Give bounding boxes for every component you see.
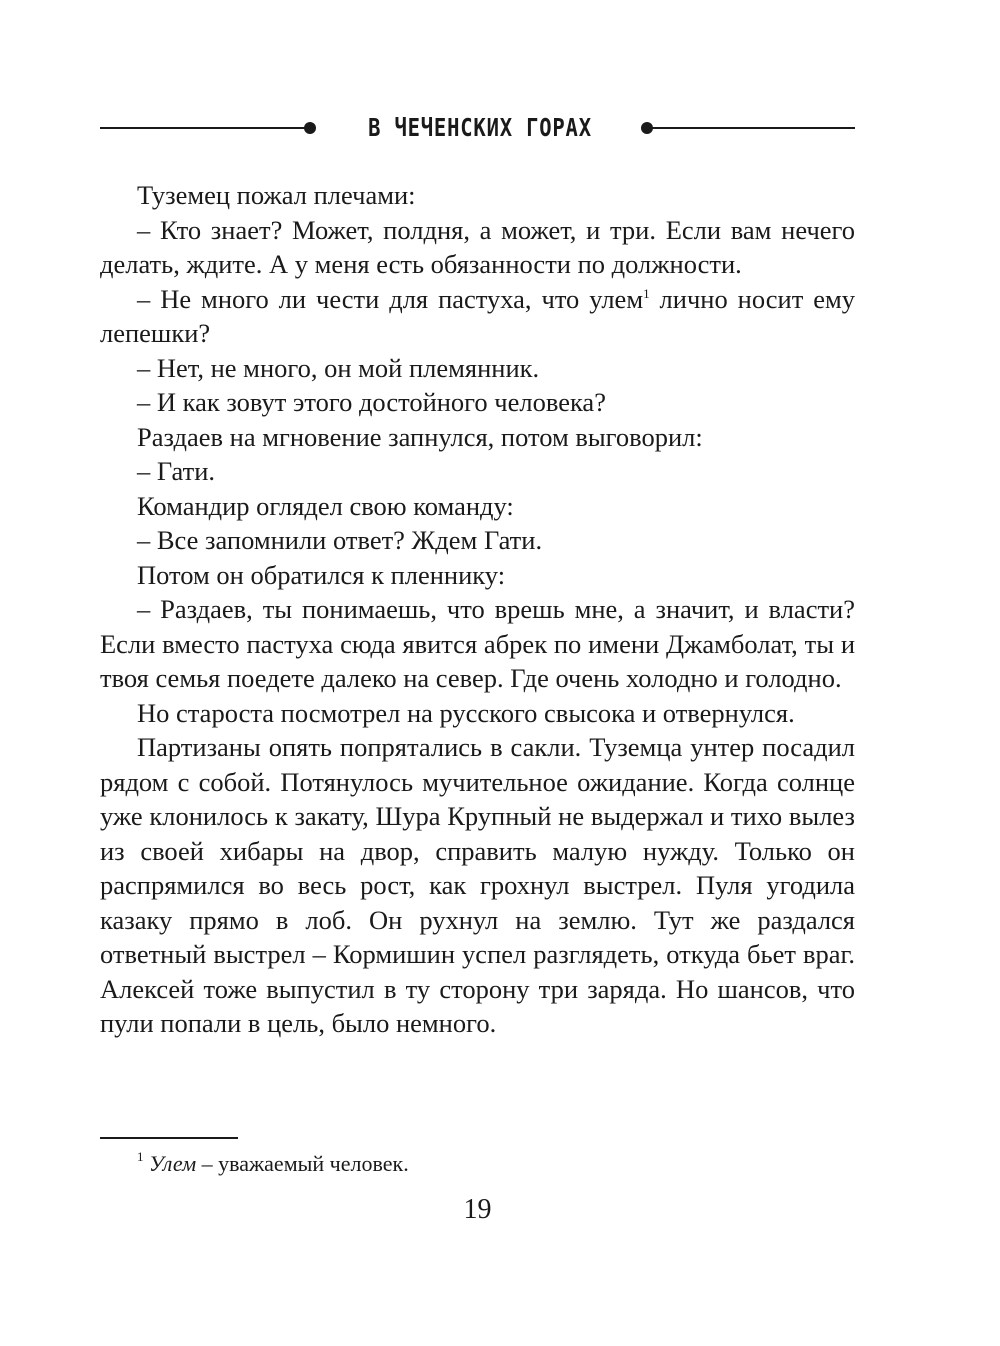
paragraph-3-rest: лично носит ему лепешки? (100, 283, 856, 348)
paragraph-5: – И как зовут этого достойного человека? (137, 387, 606, 417)
paragraph-10: Потом он обратился к пленнику: (137, 559, 506, 590)
header-title: В ЧЕЧЕНСКИХ ГОРАХ (368, 113, 592, 142)
footnote-definition: – уважаемый человек. (201, 1151, 409, 1176)
header-bullet-left (304, 122, 316, 134)
body-text (100, 178, 855, 1041)
footnote-marker: 1 (137, 1149, 144, 1164)
paragraph-8: Командир оглядел свою команду: (137, 490, 514, 521)
header-rule-right (648, 127, 855, 129)
footnote-term: Улем (149, 1151, 197, 1176)
paragraph-2: – Кто знает? Может, полдня, а может, и три. Если вам нечего делать, ждите. А у меня есть обязанности по должности. (100, 214, 855, 279)
paragraph-11: – Раздаев, ты понимаешь, что врешь мне, а значит, и власти? Если вместо пастуха сюда явится абрек по имени Джамболат, ты и твоя семья поедете далеко на север. Где очень холодно и голодно. (100, 594, 855, 693)
footnote-reference: 1 (643, 285, 650, 301)
paragraph-4: – Нет, не много, он мой племянник. (137, 352, 540, 383)
paragraph-1: Туземец пожал плечами: (137, 180, 416, 210)
paragraph-9: – Все запомнили ответ? Ждем Гати. (137, 525, 543, 555)
paragraph-7: – Гати. (137, 456, 215, 486)
paragraph-3-text: – Не много ли чести для пастуха, что улем (137, 283, 644, 314)
running-header (100, 113, 855, 143)
page-number: 19 (463, 1194, 492, 1225)
header-rule-left (100, 127, 308, 129)
footnote-rule (100, 1137, 238, 1139)
paragraph-12: Но староста посмотрел на русского свысока и отвернулся. (137, 697, 795, 728)
paragraph-13: Партизаны опять попрятались в сакли. Туземца унтер посадил рядом с собой. Потянулось мучительное ожидание. Когда солнце уже клонилось к закату, Шура Крупный не выдержал и тихо вылез из своей хибары на двор, справить малую нужду. Только он распрямился во весь рост, как грохнул выстрел. Пуля угодила казаку прямо в лоб. Он рухнул на землю. Тут же раздался ответный выстрел – Кормишин успел разглядеть, откуда бьет враг. Алексей тоже выпустил в ту сторону три заряда. Но шансов, что пули попали в цель, было немного. (100, 732, 855, 1038)
footnote (137, 1149, 409, 1179)
paragraph-3 (100, 282, 855, 351)
paragraph-6: Раздаев на мгновение запнулся, потом выговорил: (137, 421, 703, 452)
